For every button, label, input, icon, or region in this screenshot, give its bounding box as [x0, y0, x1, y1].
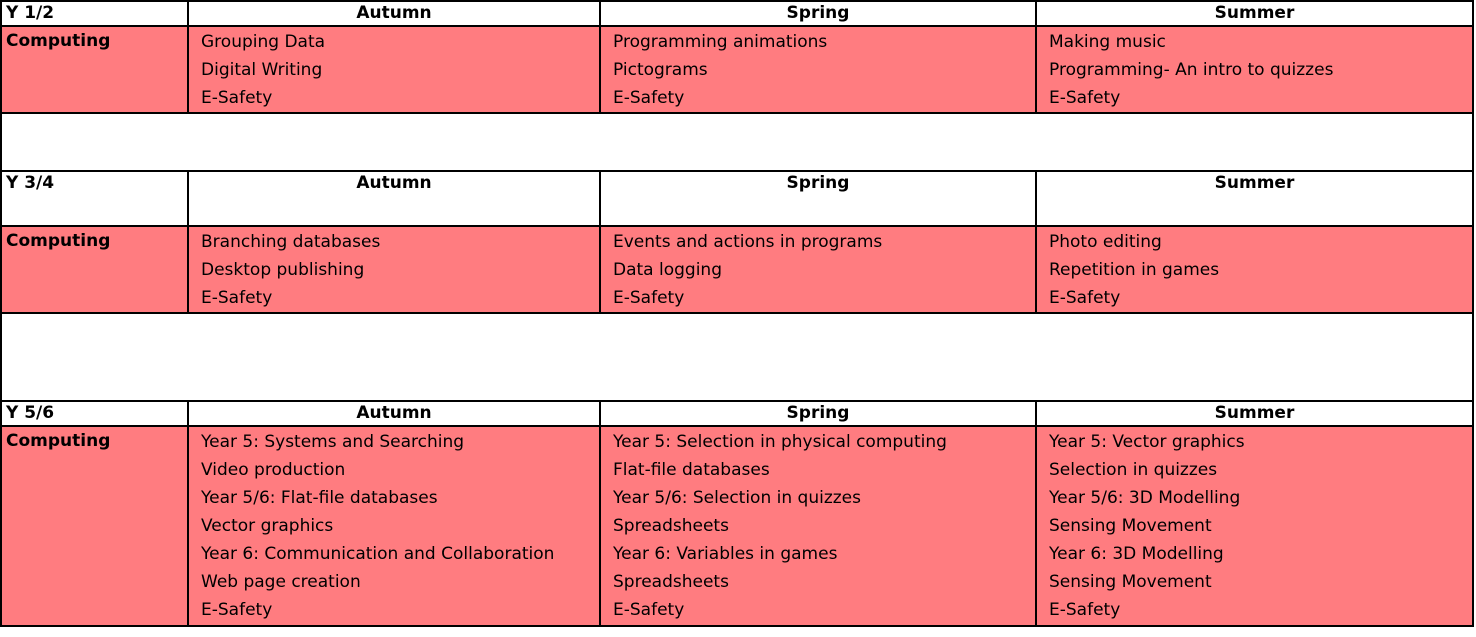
topic-item: Selection in quizzes — [1049, 460, 1218, 480]
topic-item: Data logging — [613, 260, 722, 280]
header-row-y56 — [2, 402, 1474, 427]
term-autumn: Autumn — [189, 172, 601, 225]
topic-item: E-Safety — [1049, 288, 1121, 308]
topic-item: Branching databases — [201, 232, 381, 252]
topic-item: Sensing Movement — [1049, 572, 1212, 592]
topic-item: Video production — [201, 460, 346, 480]
topics-spring — [601, 227, 1037, 312]
topic-item: Year 5/6: 3D Modelling — [1049, 488, 1241, 508]
topic-item: Events and actions in programs — [613, 232, 883, 252]
subject-label: Computing — [2, 427, 189, 625]
topic-item: Spreadsheets — [613, 572, 729, 592]
topic-item: Programming- An intro to quizzes — [1049, 60, 1334, 80]
term-summer: Summer — [1037, 2, 1474, 25]
spacer-row — [2, 114, 1474, 172]
topics-spring — [601, 427, 1037, 625]
topic-item: E-Safety — [1049, 88, 1121, 108]
topic-item: Programming animations — [613, 32, 828, 52]
topic-item: Year 6: 3D Modelling — [1049, 544, 1224, 564]
topic-item: E-Safety — [201, 600, 273, 620]
term-autumn: Autumn — [189, 2, 601, 25]
topic-item: E-Safety — [1049, 600, 1121, 620]
topics-spring — [601, 27, 1037, 112]
topics-autumn — [189, 427, 601, 625]
year-label: Y 3/4 — [2, 172, 189, 225]
topic-item: Desktop publishing — [201, 260, 365, 280]
topic-item: E-Safety — [613, 600, 685, 620]
topics-autumn — [189, 227, 601, 312]
topic-item: Year 5/6: Selection in quizzes — [613, 488, 861, 508]
subject-row-y56 — [2, 427, 1474, 627]
topics-summer — [1037, 427, 1474, 625]
topic-item: E-Safety — [201, 88, 273, 108]
topics-summer — [1037, 27, 1474, 112]
topic-item: Pictograms — [613, 60, 708, 80]
topic-item: Digital Writing — [201, 60, 323, 80]
topic-item: Year 5/6: Flat-file databases — [201, 488, 438, 508]
topic-item: E-Safety — [613, 288, 685, 308]
topic-item: Year 6: Variables in games — [613, 544, 838, 564]
topic-item: Year 6: Communication and Collaboration — [201, 544, 555, 564]
subject-row-y34 — [2, 227, 1474, 314]
topic-item: Sensing Movement — [1049, 516, 1212, 536]
topic-item: E-Safety — [613, 88, 685, 108]
subject-label: Computing — [2, 227, 189, 312]
header-row-y12 — [2, 2, 1474, 27]
spacer-row — [2, 314, 1474, 402]
subject-label: Computing — [2, 27, 189, 112]
topic-item: Year 5: Vector graphics — [1049, 432, 1245, 452]
term-spring: Spring — [601, 2, 1037, 25]
term-spring: Spring — [601, 402, 1037, 425]
topic-item: Year 5: Selection in physical computing — [613, 432, 947, 452]
topics-summer — [1037, 227, 1474, 312]
topic-item: Photo editing — [1049, 232, 1162, 252]
topic-item: Making music — [1049, 32, 1166, 52]
topics-autumn — [189, 27, 601, 112]
topic-item: Grouping Data — [201, 32, 326, 52]
year-label: Y 5/6 — [2, 402, 189, 425]
subject-row-y12 — [2, 27, 1474, 114]
topic-item: Vector graphics — [201, 516, 334, 536]
topic-item: Flat-file databases — [613, 460, 770, 480]
header-row-y34 — [2, 172, 1474, 227]
year-label: Y 1/2 — [2, 2, 189, 25]
topic-item: Spreadsheets — [613, 516, 729, 536]
term-spring: Spring — [601, 172, 1037, 225]
topic-item: E-Safety — [201, 288, 273, 308]
term-summer: Summer — [1037, 172, 1474, 225]
topic-item: Web page creation — [201, 572, 361, 592]
term-summer: Summer — [1037, 402, 1474, 425]
term-autumn: Autumn — [189, 402, 601, 425]
topic-item: Repetition in games — [1049, 260, 1220, 280]
topic-item: Year 5: Systems and Searching — [201, 432, 465, 452]
